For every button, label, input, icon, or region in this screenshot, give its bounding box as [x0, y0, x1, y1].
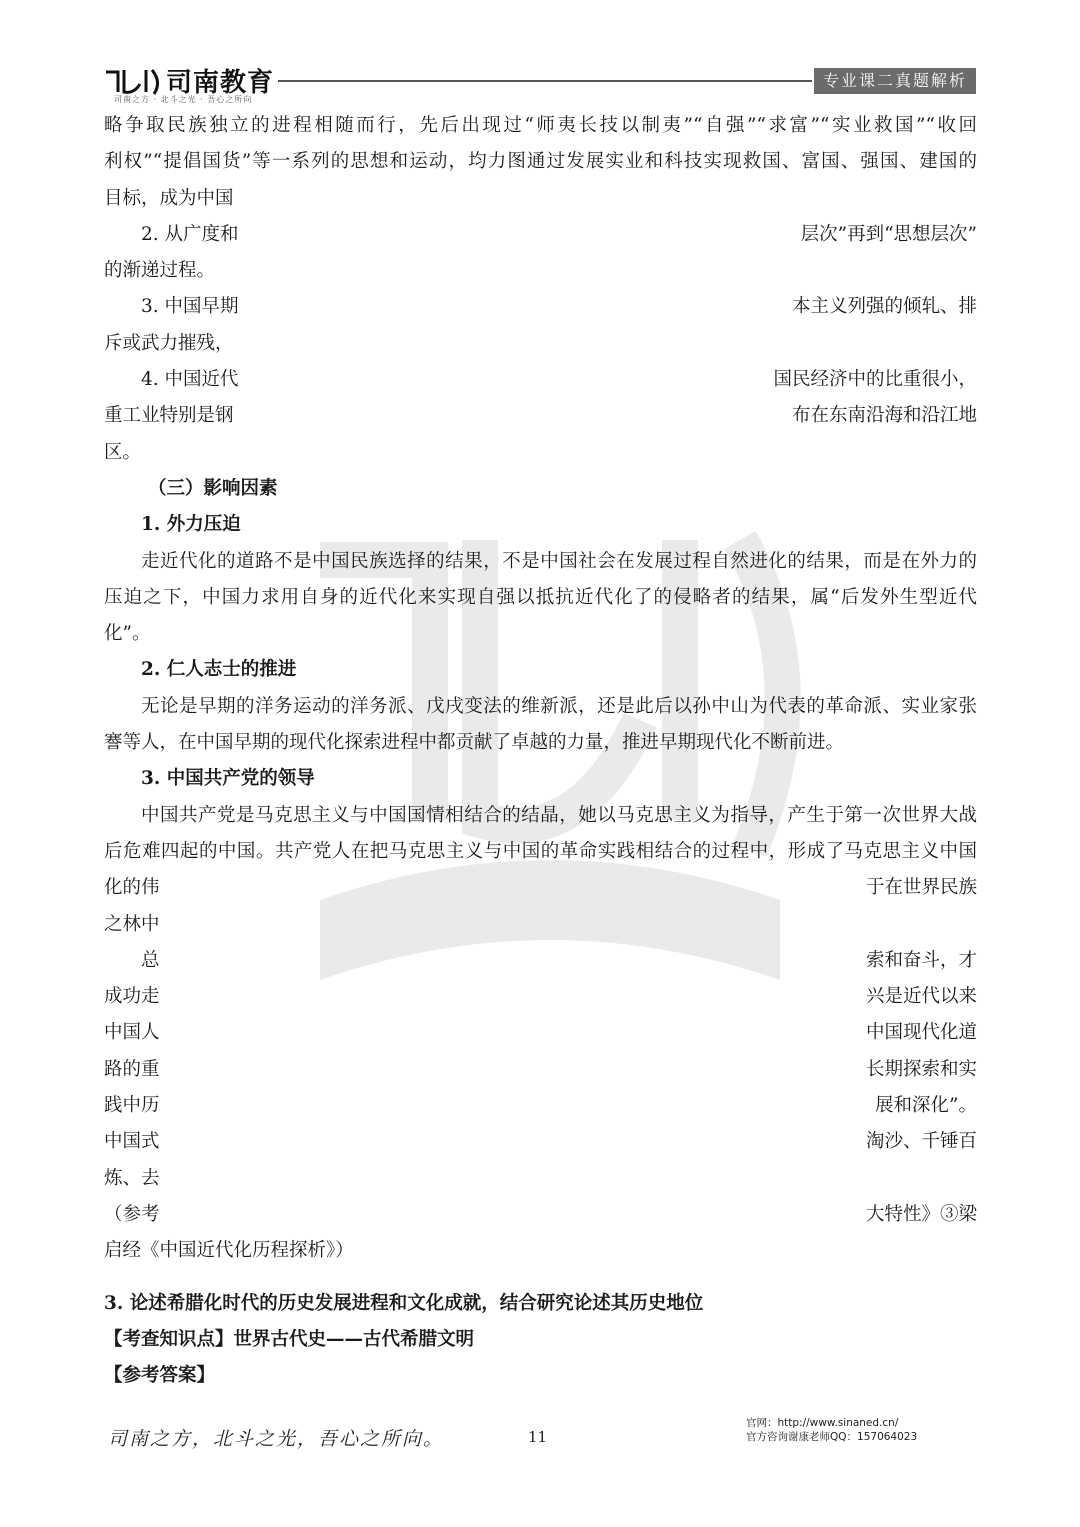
paragraph-line: 之林中 [104, 913, 160, 935]
brand-mark-icon [104, 66, 164, 96]
paragraph-line: 后危难四起的中国。共产党人在把马克思主义与中国的革命实践相结合的过程中，形成了马克思主义中国 [104, 840, 977, 862]
paragraph-line [104, 1197, 977, 1233]
subsection-heading: 1. 外力压迫 [141, 514, 241, 536]
text-fragment: 化的伟 [104, 877, 160, 899]
section-badge: 专业课二真题解析 [814, 68, 976, 94]
page-header [100, 58, 980, 108]
paragraph-line [104, 979, 977, 1015]
text-fragment: 4. 中国近代 [141, 369, 239, 391]
footer-slogan: 司南之方，北斗之光，吾心之所向。 [108, 1428, 445, 1450]
paragraph-line: 利权”“提倡国货”等一系列的思想和运动，均力图通过发展实业和科技实现救国、富国、强国、建国的 [104, 151, 977, 173]
paragraph-line: 走近代化的道路不是中国民族选择的结果，不是中国社会在发展过程自然进化的结果，而是在外力的 [141, 550, 977, 572]
header-divider [278, 80, 812, 82]
text-fragment: 于在世界民族 [865, 877, 977, 899]
knowledge-point: 【考查知识点】世界古代史——古代希腊文明 [104, 1328, 475, 1350]
website-link[interactable]: 官网：http://www.sinaned.cn/ [746, 1417, 899, 1429]
paragraph-line: 略争取民族独立的进程相随而行，先后出现过“师夷长技以制夷”“自强”“求富”“实业救国”“收回 [104, 115, 977, 136]
text-fragment: （参考 [104, 1203, 160, 1225]
paragraph-line [104, 217, 977, 253]
paragraph-line [104, 1052, 977, 1088]
paragraph-line: 中国共产党是马克思主义与中国国情相结合的结晶，她以马克思主义为指导，产生于第一次世界大战 [141, 804, 977, 826]
answer-heading: 【参考答案】 [104, 1365, 216, 1387]
text-fragment: 国民经济中的比重很小， [773, 369, 977, 391]
paragraph-line: 启经《中国近代化历程探析》） [104, 1240, 354, 1262]
text-fragment: 中国现代化道 [865, 1022, 977, 1044]
subsection-heading: 3. 中国共产党的领导 [141, 768, 315, 790]
text-fragment: 成功走 [104, 986, 160, 1008]
paragraph-line [104, 289, 977, 325]
paragraph-line: 的渐递过程。 [104, 260, 216, 282]
document-body [104, 108, 977, 1394]
subsection-heading: 2. 仁人志士的推进 [141, 659, 297, 681]
section-heading: （三）影响因素 [148, 477, 278, 499]
text-fragment: 2. 从广度和 [141, 223, 239, 245]
text-fragment: 3. 中国早期 [141, 296, 239, 318]
question-heading: 3. 论述希腊化时代的历史发展进程和文化成就，结合研究论述其历史地位 [104, 1292, 704, 1314]
text-fragment: 层次”再到“思想层次” [800, 223, 977, 245]
text-fragment: 中国人 [104, 1022, 160, 1044]
brand-slogan: 司南之方 · 北斗之光 · 吾心之所向 [114, 95, 253, 104]
qq-contact: 官方咨询谢康老师QQ：157064023 [746, 1431, 918, 1443]
text-fragment: 索和奋斗，才 [865, 949, 977, 971]
text-fragment: 本主义列强的倾轧、排 [791, 296, 977, 318]
paragraph-line [104, 1088, 977, 1124]
brand-name: 司南教育 [166, 68, 275, 98]
text-fragment: 长期探索和实 [865, 1058, 977, 1080]
text-fragment: 路的重 [104, 1058, 160, 1080]
text-fragment: 总 [141, 949, 160, 971]
page-footer [100, 1412, 980, 1462]
paragraph-line: 斥或武力摧残， [104, 332, 234, 354]
text-fragment: 践中历 [104, 1095, 160, 1117]
paragraph-line: 炼、去 [104, 1167, 160, 1189]
paragraph-line [104, 362, 977, 398]
page-number: 11 [528, 1428, 548, 1446]
paragraph-line: 区。 [104, 441, 142, 463]
text-fragment: 兴是近代以来 [865, 986, 977, 1008]
text-fragment: 布在东南沿海和沿江地 [791, 405, 977, 427]
text-fragment: 大特性》③梁 [865, 1203, 977, 1225]
footer-contact [746, 1416, 917, 1444]
paragraph-line: 无论是早期的洋务运动的洋务派、戊戌变法的维新派，还是此后以孙中山为代表的革命派、实业家张 [141, 695, 977, 717]
paragraph-line: 目标，成为中国 [104, 187, 234, 209]
text-fragment: 展和深化”。 [875, 1095, 977, 1117]
paragraph-line [104, 943, 977, 979]
text-fragment: 淘沙、千锤百 [865, 1131, 977, 1153]
paragraph-line: 压迫之下，中国力求用自身的近代化来实现自强以抵抗近代化了的侵略者的结果，属“后发外生型近代 [104, 586, 977, 608]
paragraph-line [104, 870, 977, 906]
paragraph-line [104, 1015, 977, 1051]
text-fragment: 重工业特别是钢 [104, 405, 234, 427]
text-fragment: 中国式 [104, 1131, 160, 1153]
paragraph-line: 化”。 [104, 623, 151, 645]
paragraph-line: 謇等人，在中国早期的现代化探索进程中都贡献了卓越的力量，推进早期现代化不断前进。 [104, 732, 845, 754]
paragraph-line [104, 398, 977, 434]
paragraph-line [104, 1124, 977, 1160]
